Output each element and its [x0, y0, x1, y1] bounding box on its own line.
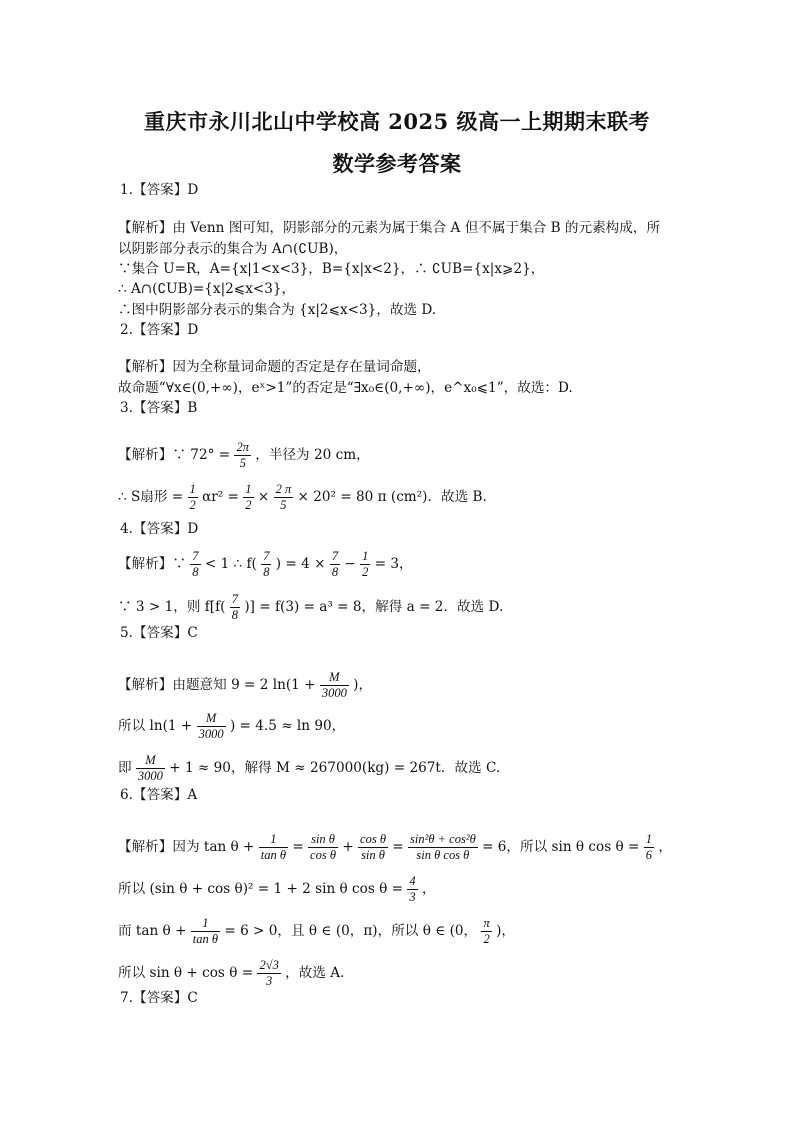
q1-explanation-line: ∴图中阴影部分表示的集合为 {x|2⩽x<3}，故选 D.	[118, 302, 437, 318]
q6-text: =	[392, 839, 404, 855]
q4-text: 【解析】∵	[118, 556, 186, 572]
fraction-numerator: 7	[231, 592, 239, 606]
q3-fraction	[188, 482, 198, 513]
q1-explanation-line: 以阴影部分表示的集合为 A∩(∁UB)，	[118, 241, 348, 257]
q3-text: αr² =	[202, 489, 239, 505]
q6-answer: 6.【答案】A	[120, 787, 198, 803]
fraction-denominator: 5	[280, 498, 287, 512]
fraction-denominator: tan θ	[192, 932, 219, 946]
fraction-numerator: 7	[263, 549, 270, 563]
q6-text: =	[292, 839, 304, 855]
q6-fraction	[408, 832, 478, 863]
fraction-numerator: 1	[645, 832, 652, 846]
q4-fraction	[230, 592, 240, 623]
fraction-denominator: 3	[266, 974, 273, 988]
q3-text: ，半径为 20 cm，	[255, 447, 370, 463]
fraction-denominator: 8	[192, 565, 199, 579]
q1-explanation-line: ∵集合 U=R，A={x|1<x<3}，B={x|x<2}，∴ ∁UB={x|x⩾2}，	[118, 261, 545, 277]
q5-text: + 1 ≈ 90，解得 M ≈ 267000(kg) = 267t．故选 C.	[169, 760, 501, 776]
q3-text: 【解析】∵ 72° =	[118, 447, 231, 463]
fraction-numerator: 7	[192, 549, 199, 563]
q6-text: +	[342, 839, 354, 855]
q6-explanation-line	[118, 958, 344, 989]
q3-fraction	[274, 482, 294, 513]
q3-text: ∴ S扇形 =	[118, 489, 184, 505]
fraction-numerator: sin θ	[308, 832, 338, 848]
q6-explanation-line	[118, 916, 515, 947]
q6-fraction	[644, 832, 654, 863]
q4-text: −	[344, 556, 356, 572]
q6-fraction	[358, 832, 388, 863]
document-title: 重庆市永川北山中学校高 2025 级高一上期期末联考	[143, 109, 651, 134]
q4-text: )] = f(3) = a³ = 8，解得 a = 2．故选 D.	[244, 599, 504, 615]
q4-answer: 4.【答案】D	[120, 521, 199, 537]
fraction-numerator: π	[483, 916, 490, 930]
q4-text: = 3，	[374, 556, 413, 572]
q6-text: 【解析】因为 tan θ +	[118, 839, 255, 855]
fraction-denominator: 2	[245, 498, 252, 512]
q5-explanation-line	[118, 670, 372, 701]
q6-fraction	[308, 832, 338, 863]
q4-fraction	[190, 549, 200, 580]
q5-text: 即	[118, 760, 132, 776]
q5-fraction	[320, 670, 349, 701]
q5-explanation-line	[118, 753, 500, 784]
q3-fraction	[234, 440, 251, 471]
fraction-denominator: 2	[189, 498, 196, 512]
q4-text: < 1 ∴ f(	[204, 556, 257, 572]
fraction-numerator: 2 π	[275, 482, 292, 496]
fraction-denominator: sin θ cos θ	[416, 848, 470, 862]
q2-explanation-line: 故命题“∀x∈(0,+∞)，eˣ>1”的否定是“∃x₀∈(0,+∞)，e^x₀⩽1”，故选：D.	[118, 380, 573, 396]
fraction-numerator: 2π	[236, 440, 249, 454]
q4-text: ) = 4 ×	[275, 556, 326, 572]
fraction-numerator: M	[136, 753, 165, 769]
q4-explanation-line	[118, 592, 503, 623]
fraction-denominator: sin θ	[361, 848, 385, 862]
fraction-numerator: M	[197, 711, 226, 727]
q6-fraction	[407, 874, 417, 905]
fraction-denominator: 8	[263, 565, 270, 579]
q5-text: ) = 4.5 ≈ ln 90，	[229, 718, 346, 734]
q6-text: 所以 (sin θ + cos θ)² = 1 + 2 sin θ cos θ =	[118, 881, 404, 897]
q6-fraction	[481, 916, 491, 947]
q4-text: ∵ 3 > 1，则 f[f(	[118, 599, 226, 615]
q5-text: )，	[353, 677, 373, 693]
q5-fraction	[197, 711, 226, 742]
fraction-denominator: 8	[331, 565, 339, 579]
fraction-numerator: 1	[191, 916, 220, 932]
fraction-numerator: 1	[189, 482, 196, 496]
q5-explanation-line	[118, 711, 345, 742]
fraction-denominator: 5	[239, 456, 246, 470]
q6-text: 所以 sin θ + cos θ =	[118, 965, 254, 981]
q6-text: = 6 > 0，且 θ ∈ (0，π)，所以 θ ∈ (0，	[224, 923, 478, 939]
q3-explanation-line	[118, 440, 370, 471]
q4-fraction	[360, 549, 370, 580]
fraction-denominator: tan θ	[260, 848, 286, 862]
fraction-denominator: 3	[409, 890, 416, 904]
q6-text: ，	[421, 881, 436, 897]
q5-fraction	[136, 753, 165, 784]
q7-answer: 7.【答案】C	[120, 990, 198, 1006]
fraction-numerator: sin²θ + cos²θ	[410, 832, 476, 846]
q6-text: )，	[496, 923, 515, 939]
fraction-numerator: 7	[331, 549, 339, 563]
q6-fraction	[259, 832, 288, 863]
q3-explanation-line	[118, 482, 487, 513]
q6-fraction	[257, 958, 280, 989]
q3-text: ×	[257, 489, 270, 505]
q4-fraction	[330, 549, 340, 580]
fraction-denominator: 3000	[198, 727, 224, 741]
q3-fraction	[243, 482, 253, 513]
q6-fraction	[191, 916, 220, 947]
q4-fraction	[261, 549, 271, 580]
q1-explanation-line: ∴ A∩(∁UB)={x|2⩽x<3}，	[118, 281, 296, 297]
q6-text: ，故选 A.	[285, 965, 345, 981]
fraction-numerator: 1	[259, 832, 288, 848]
document-subtitle: 数学参考答案	[332, 151, 462, 176]
q4-explanation-line	[118, 549, 413, 580]
fraction-numerator: 4	[409, 874, 416, 888]
q5-text: 【解析】由题意知 9 = 2 ln(1 +	[118, 677, 316, 693]
fraction-denominator: 2	[362, 565, 369, 579]
q2-explanation-line: 【解析】因为全称量词命题的否定是存在量词命题，	[118, 359, 431, 375]
fraction-denominator: 3000	[321, 686, 347, 700]
q5-text: 所以 ln(1 +	[118, 718, 193, 734]
fraction-numerator: M	[320, 670, 349, 686]
fraction-numerator: 1	[362, 549, 369, 563]
q5-answer: 5.【答案】C	[120, 625, 198, 641]
q6-text: = 6，所以 sin θ cos θ =	[482, 839, 640, 855]
q1-answer: 1.【答案】D	[120, 182, 199, 198]
fraction-numerator: 2√3	[259, 958, 279, 972]
q2-answer: 2.【答案】D	[120, 322, 199, 338]
q1-explanation-line: 【解析】由 Venn 图可知，阴影部分的元素为属于集合 A 但不属于集合 B 的元素构成，所	[118, 220, 661, 236]
fraction-numerator: cos θ	[360, 832, 386, 846]
q3-answer: 3.【答案】B	[120, 400, 198, 416]
q6-text: ，	[658, 839, 672, 855]
fraction-denominator: 2	[483, 932, 490, 946]
fraction-denominator: 3000	[137, 769, 163, 783]
q6-explanation-line	[118, 874, 436, 905]
fraction-denominator: 8	[231, 608, 239, 622]
fraction-denominator: cos θ	[310, 848, 336, 862]
fraction-denominator: 6	[645, 848, 652, 862]
q6-explanation-line	[118, 832, 672, 863]
q6-text: 而 tan θ +	[118, 923, 187, 939]
fraction-numerator: 1	[245, 482, 252, 496]
q3-text: × 20² = 80 π (cm²)．故选 B.	[297, 489, 487, 505]
